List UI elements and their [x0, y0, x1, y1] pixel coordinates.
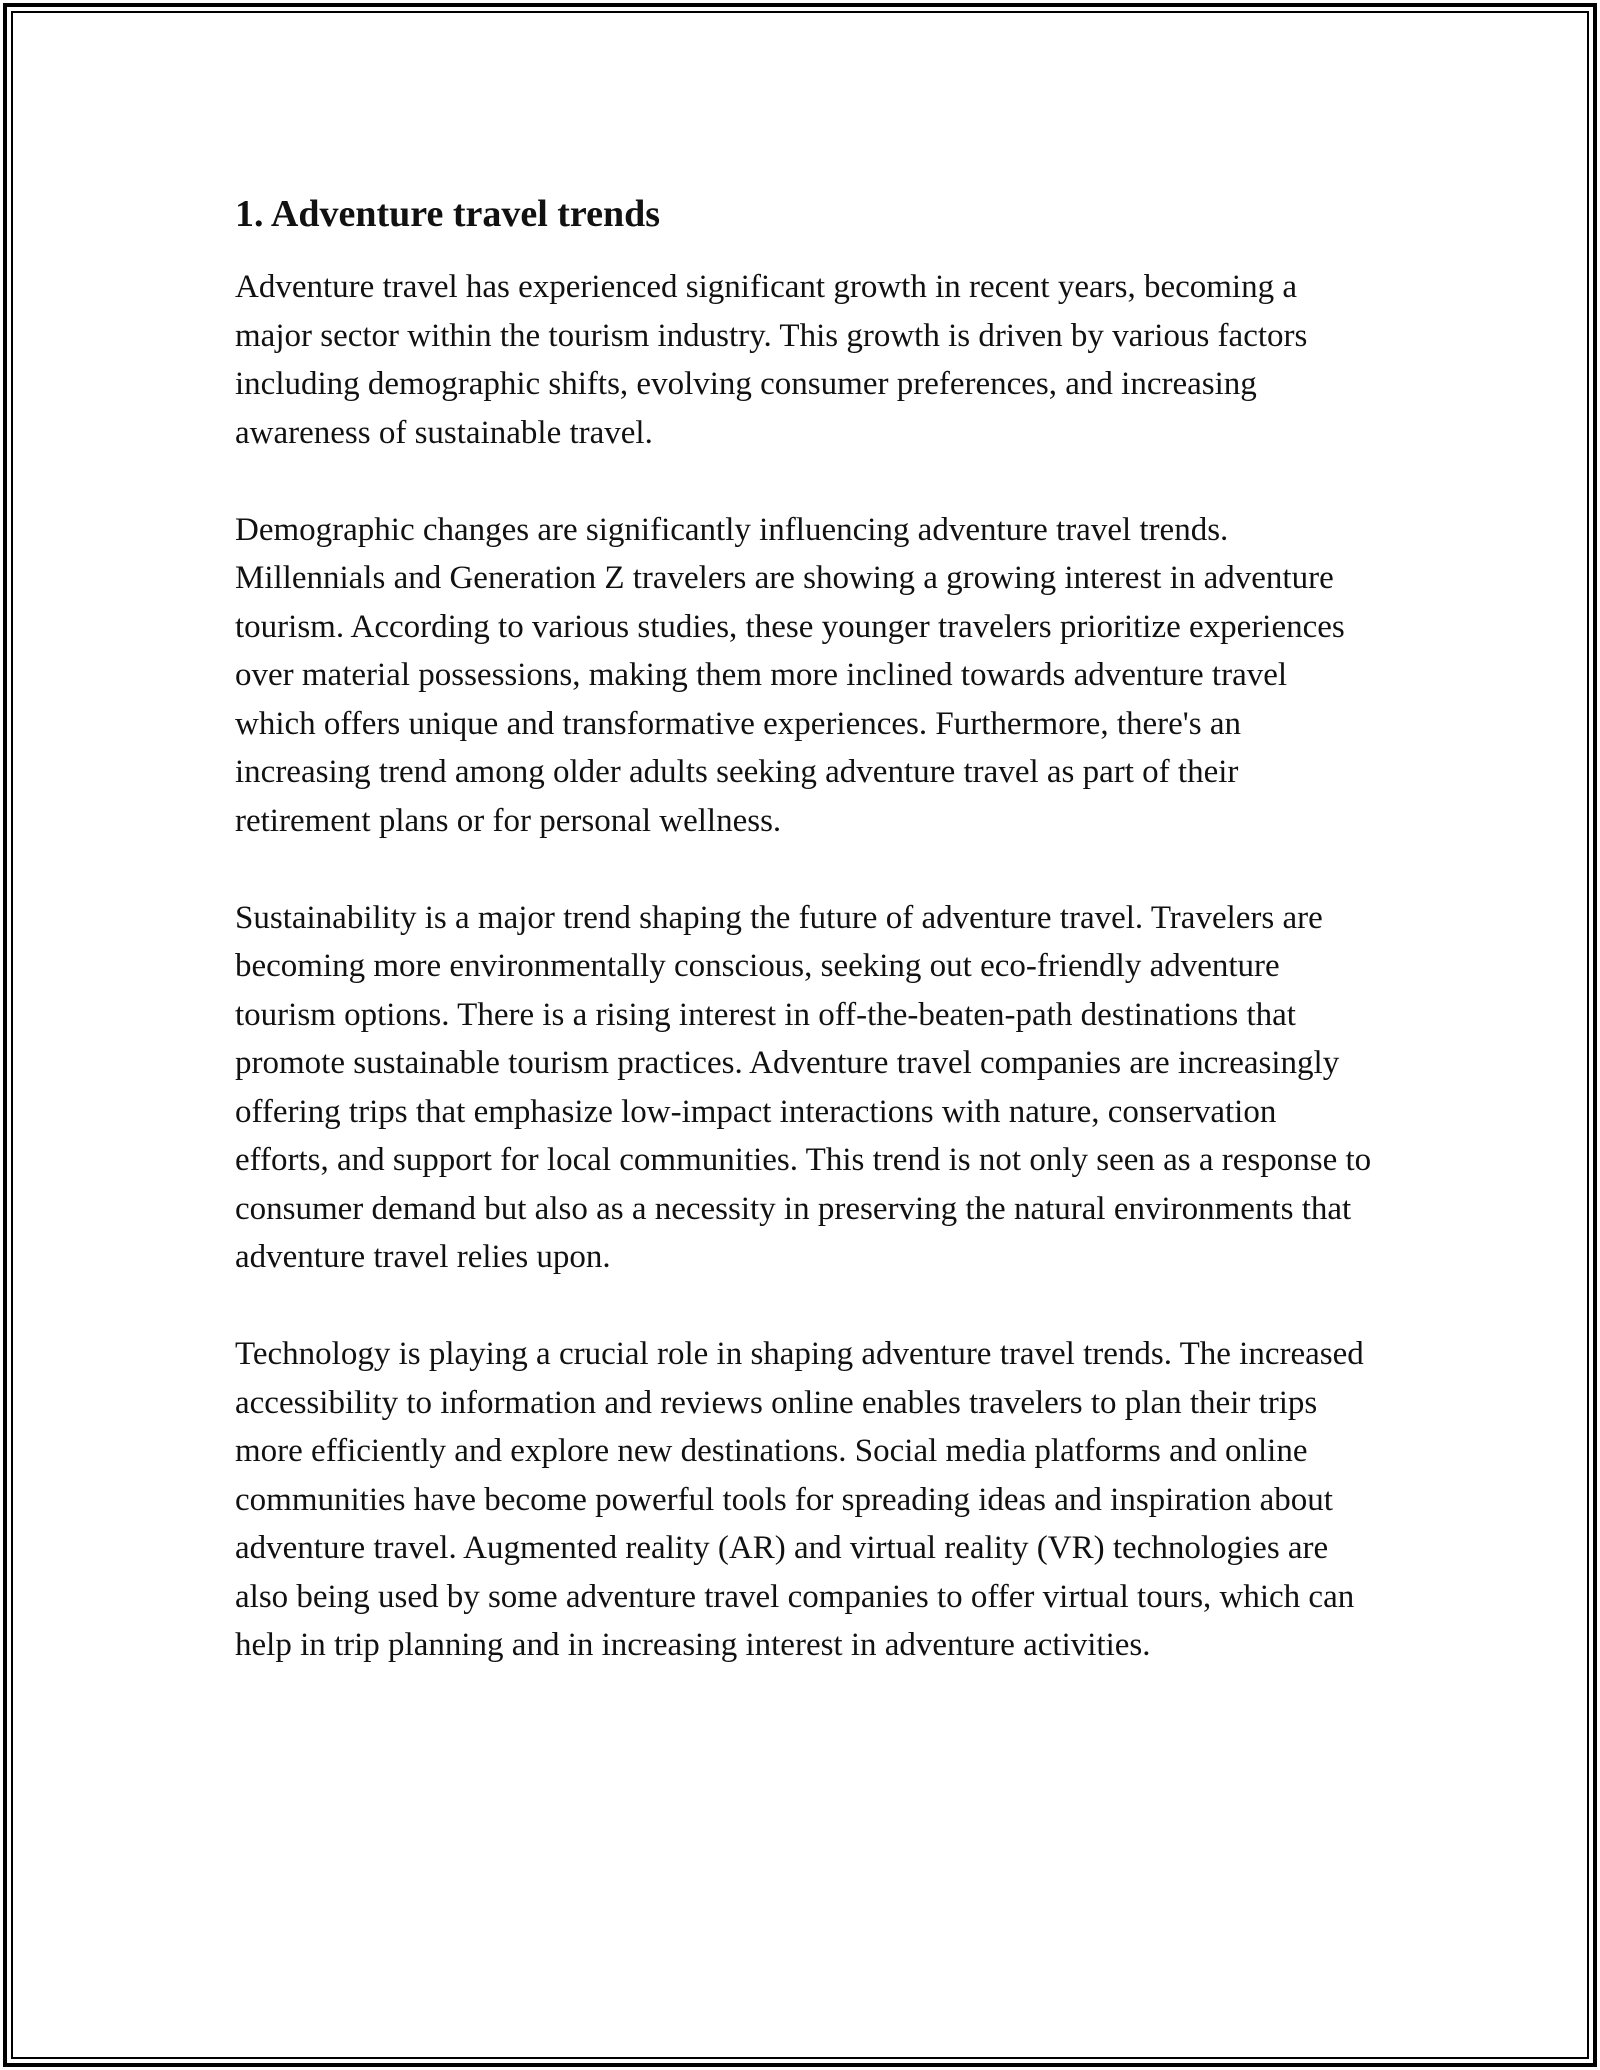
paragraph-demographics: Demographic changes are significantly influencing adventure travel trends. Millennials and Generation Z travelers are showing a growing interest in adventure tourism. According to various studies, these younger travelers prioritize experiences over material possessions, making them more inclined towards adventure travel which offers unique and transformative experiences. Furthermore, there's an increasing trend among older adults seeking adventure travel as part of their retirement plans or for personal wellness. — [235, 511, 1345, 839]
paragraph-sustainability: Sustainability is a major trend shaping the future of adventure travel. Travelers are becoming more environmentally conscious, seeking out eco-friendly adventure tourism options. There is a rising interest in off-the-beaten-path destinations that promote sustainable tourism practices. Adventure travel companies are increasingly offering trips that emphasize low-impact interactions with nature, conservation efforts, and support for local communities. This trend is not only seen as a response to consumer demand but also as a necessity in preserving the natural environments that adventure travel relies upon. — [235, 899, 1372, 1275]
section-title: 1. Adventure travel trends — [235, 193, 661, 235]
document-content — [235, 188, 1375, 1670]
paragraph-technology: Technology is playing a crucial role in shaping adventure travel trends. The increased accessibility to information and reviews online enables travelers to plan their trips more efficiently and explore new destinations. Social media platforms and online communities have become powerful tools for spreading ideas and inspiration about adventure travel. Augmented reality (AR) and virtual reality (VR) technologies are also being used by some adventure travel companies to offer virtual tours, which can help in trip planning and in increasing interest in adventure activities. — [235, 1336, 1364, 1663]
paragraph-intro: Adventure travel has experienced significant growth in recent years, becoming a major sector within the tourism industry. This growth is driven by various factors including demographic shifts, evolving consumer preferences, and increasing awareness of sustainable travel. — [235, 269, 1308, 451]
